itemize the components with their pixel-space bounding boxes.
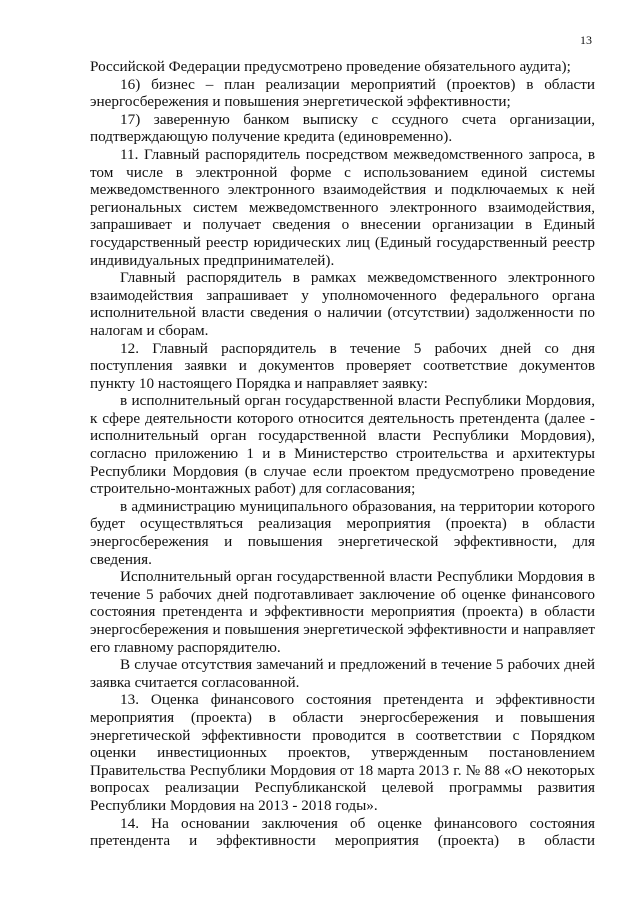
paragraph: в исполнительный орган государственной власти Республики Мордовия, к сфере деятельности которого относится деятельность претендента (далее - исполнительный орган государственной власти Республики Мордовия), согласно приложению 1 и в Министерство строительства и архитектуры Республики Мордовия (в случае если проектом предусмотрено проведение строительно-монтажных работ) для согласования; bbox=[90, 392, 595, 498]
page-number: 13 bbox=[580, 33, 592, 47]
paragraph: Главный распорядитель в рамках межведомственного электронного взаимодействия запрашивает у уполномоченного федерального органа исполнительной власти сведения о наличии (отсутствии) задолженности по налогам и сборам. bbox=[90, 269, 595, 339]
paragraph: 13. Оценка финансового состояния претендента и эффективности мероприятия (проекта) в области энергосбережения и повышения энергетической эффективности проводится в соответствии с Порядком оценки инвестиционных проектов, утвержденным постановлением Правительства Республики Мордовия от 18 марта 2013 г. № 88 «О некоторых вопросах реализации Республиканской целевой программы развития Республики Мордовия на 2013 - 2018 годы». bbox=[90, 691, 595, 814]
paragraph: Исполнительный орган государственной власти Республики Мордовия в течение 5 рабочих дней подготавливает заключение об оценке финансового состояния претендента и эффективности мероприятия (проекта) в области энергосбережения и повышения энергетической эффективности и направляет его главному распорядителю. bbox=[90, 568, 595, 656]
paragraph: 14. На основании заключения об оценке финансового состояния претендента и эффективности мероприятия (проекта) в области bbox=[90, 814, 595, 850]
paragraph: 17) заверенную банком выписку с ссудного счета организации, подтверждающую получение кредита (единовременно). bbox=[90, 110, 595, 146]
paragraph: Российской Федерации предусмотрено проведение обязательного аудита); bbox=[90, 58, 571, 75]
paragraph: 12. Главный распорядитель в течение 5 рабочих дней со дня поступления заявки и документов проверяет соответствие документов пункту 10 настоящего Порядка и направляет заявку: bbox=[90, 339, 595, 392]
paragraph: в администрацию муниципального образования, на территории которого будет осуществляться реализация мероприятия (проекта) в области энергосбережения и повышения энергетической эффективности, для сведения. bbox=[90, 497, 595, 568]
document-body bbox=[90, 58, 595, 850]
paragraph: 11. Главный распорядитель посредством межведомственного запроса, в том числе в электронной форме с использованием единой системы межведомственного электронного взаимодействия и подключаемых к ней региональных систем межведомственного электронного взаимодействия, запрашивает и получает сведения о внесении организации в Единый государственный реестр юридических лиц (Единый государственный реестр индивидуальных предпринимателей). bbox=[90, 145, 595, 269]
paragraph: 16) бизнес – план реализации мероприятий (проектов) в области энергосбережения и повышения энергетической эффективности; bbox=[90, 75, 595, 111]
paragraph: В случае отсутствия замечаний и предложений в течение 5 рабочих дней заявка считается согласованной. bbox=[90, 656, 595, 691]
